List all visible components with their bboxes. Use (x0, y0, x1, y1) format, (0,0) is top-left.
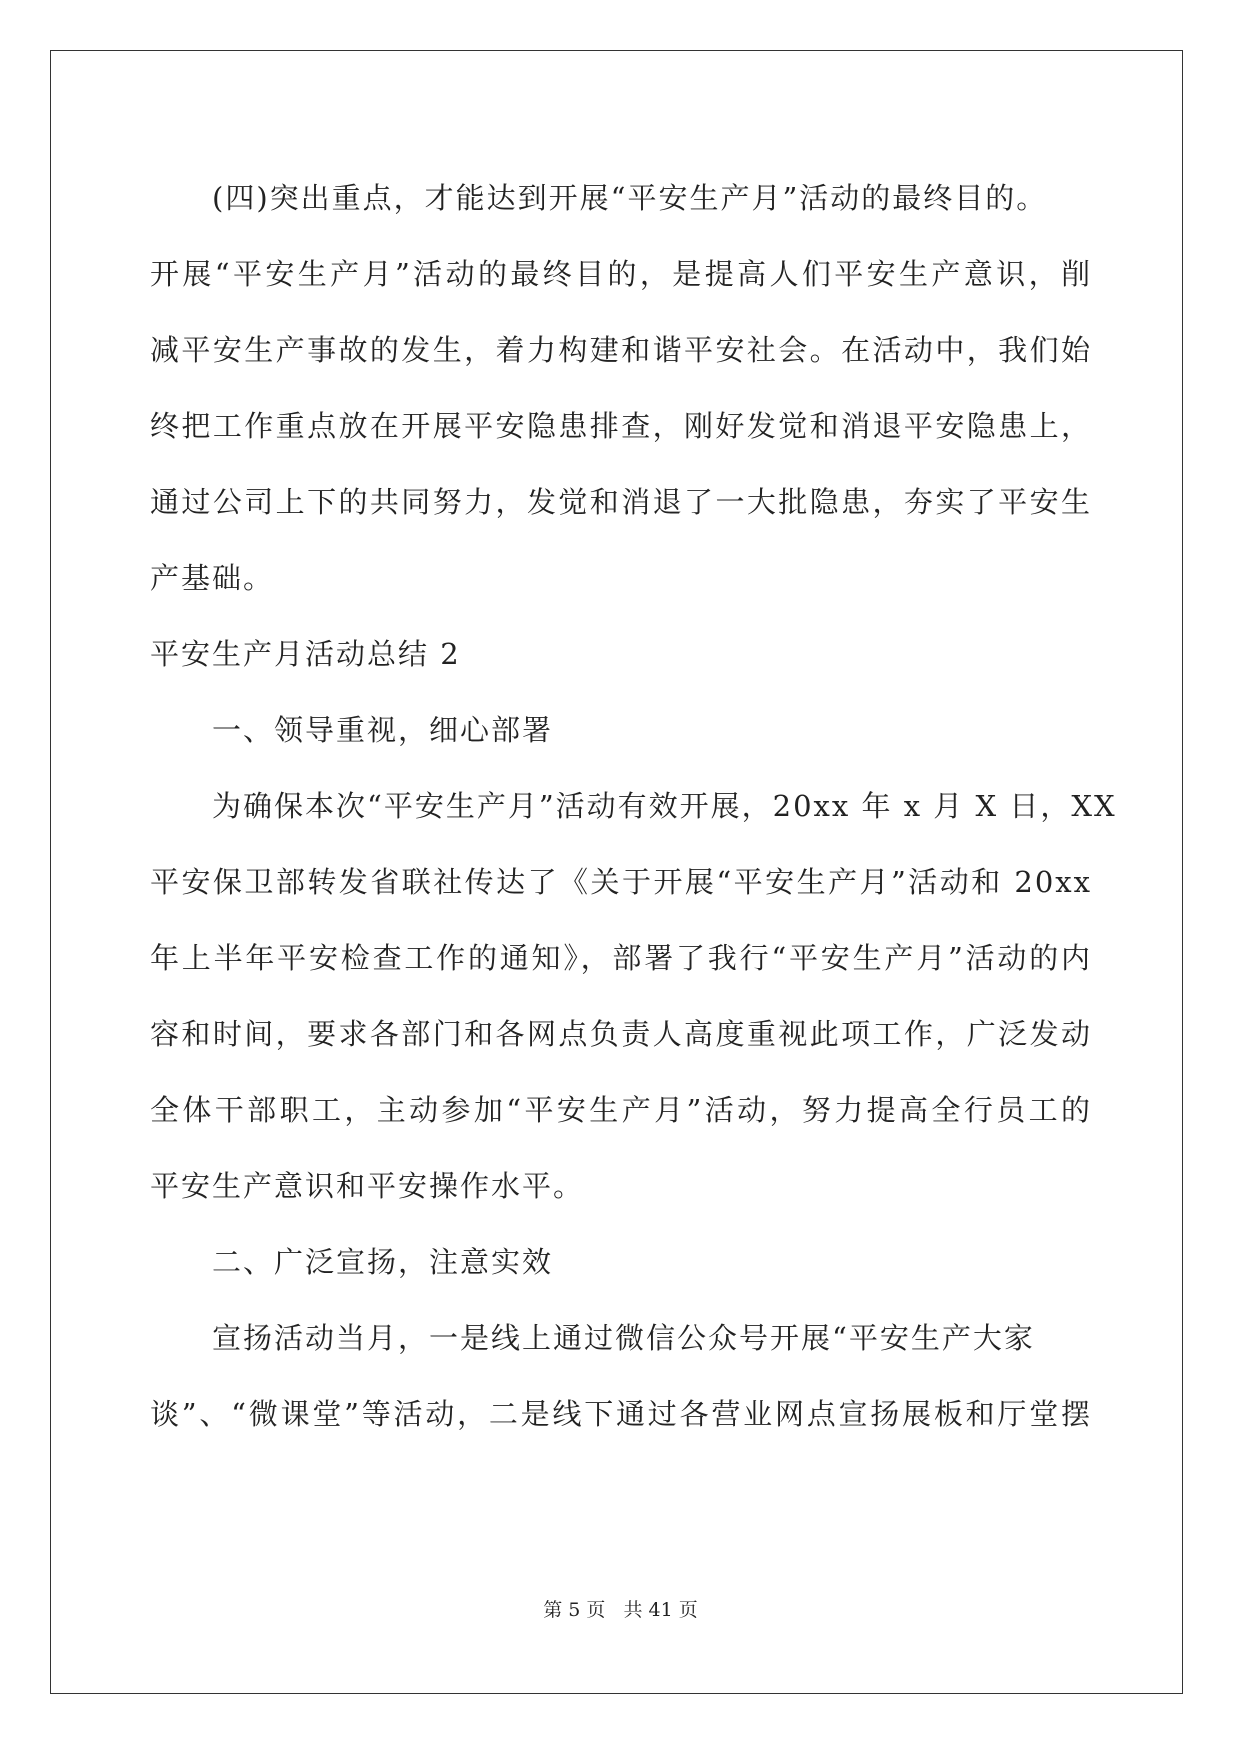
section-title: 平安生产月活动总结 2 (150, 637, 461, 671)
paragraph-line: 平安生产意识和平安操作水平。 (150, 1169, 585, 1203)
paragraph-line: 年上半年平安检查工作的通知》，部署了我行“平安生产月”活动的内 (150, 941, 1092, 975)
page-number: 第 5 页 (543, 1599, 606, 1621)
section-heading: 二、广泛宣扬，注意实效 (212, 1245, 554, 1279)
paragraph-line: 为确保本次“平安生产月”活动有效开展，20xx 年 x 月 X 日，XX (212, 789, 1117, 823)
paragraph-line: 全体干部职工，主动参加“平安生产月”活动，努力提高全行员工的 (150, 1093, 1092, 1127)
document-body (150, 160, 1117, 1452)
paragraph-line: 开展“平安生产月”活动的最终目的，是提高人们平安生产意识，削 (150, 257, 1092, 291)
paragraph-line: 通过公司上下的共同努力，发觉和消退了一大批隐患，夯实了平安生 (150, 485, 1092, 519)
paragraph-line: (四)突出重点，才能达到开展“平安生产月”活动的最终目的。 (212, 181, 1048, 215)
section-heading: 一、领导重视，细心部署 (212, 713, 554, 747)
paragraph-line: 减平安生产事故的发生，着力构建和谐平安社会。在活动中，我们始 (150, 333, 1092, 367)
paragraph-line: 宣扬活动当月，一是线上通过微信公众号开展“平安生产大家 (212, 1321, 1035, 1355)
paragraph-line: 容和时间，要求各部门和各网点负责人高度重视此项工作，广泛发动 (150, 1017, 1092, 1051)
paragraph-line: 谈”、“微课堂”等活动，二是线下通过各营业网点宣扬展板和厅堂摆 (150, 1397, 1092, 1431)
paragraph-line: 产基础。 (150, 561, 275, 595)
page-footer (0, 1595, 1241, 1622)
paragraph-line: 终把工作重点放在开展平安隐患排查，刚好发觉和消退平安隐患上， (150, 409, 1092, 443)
paragraph-line: 平安保卫部转发省联社传达了《关于开展“平安生产月”活动和 20xx (150, 865, 1092, 899)
page-total: 共 41 页 (623, 1599, 698, 1621)
